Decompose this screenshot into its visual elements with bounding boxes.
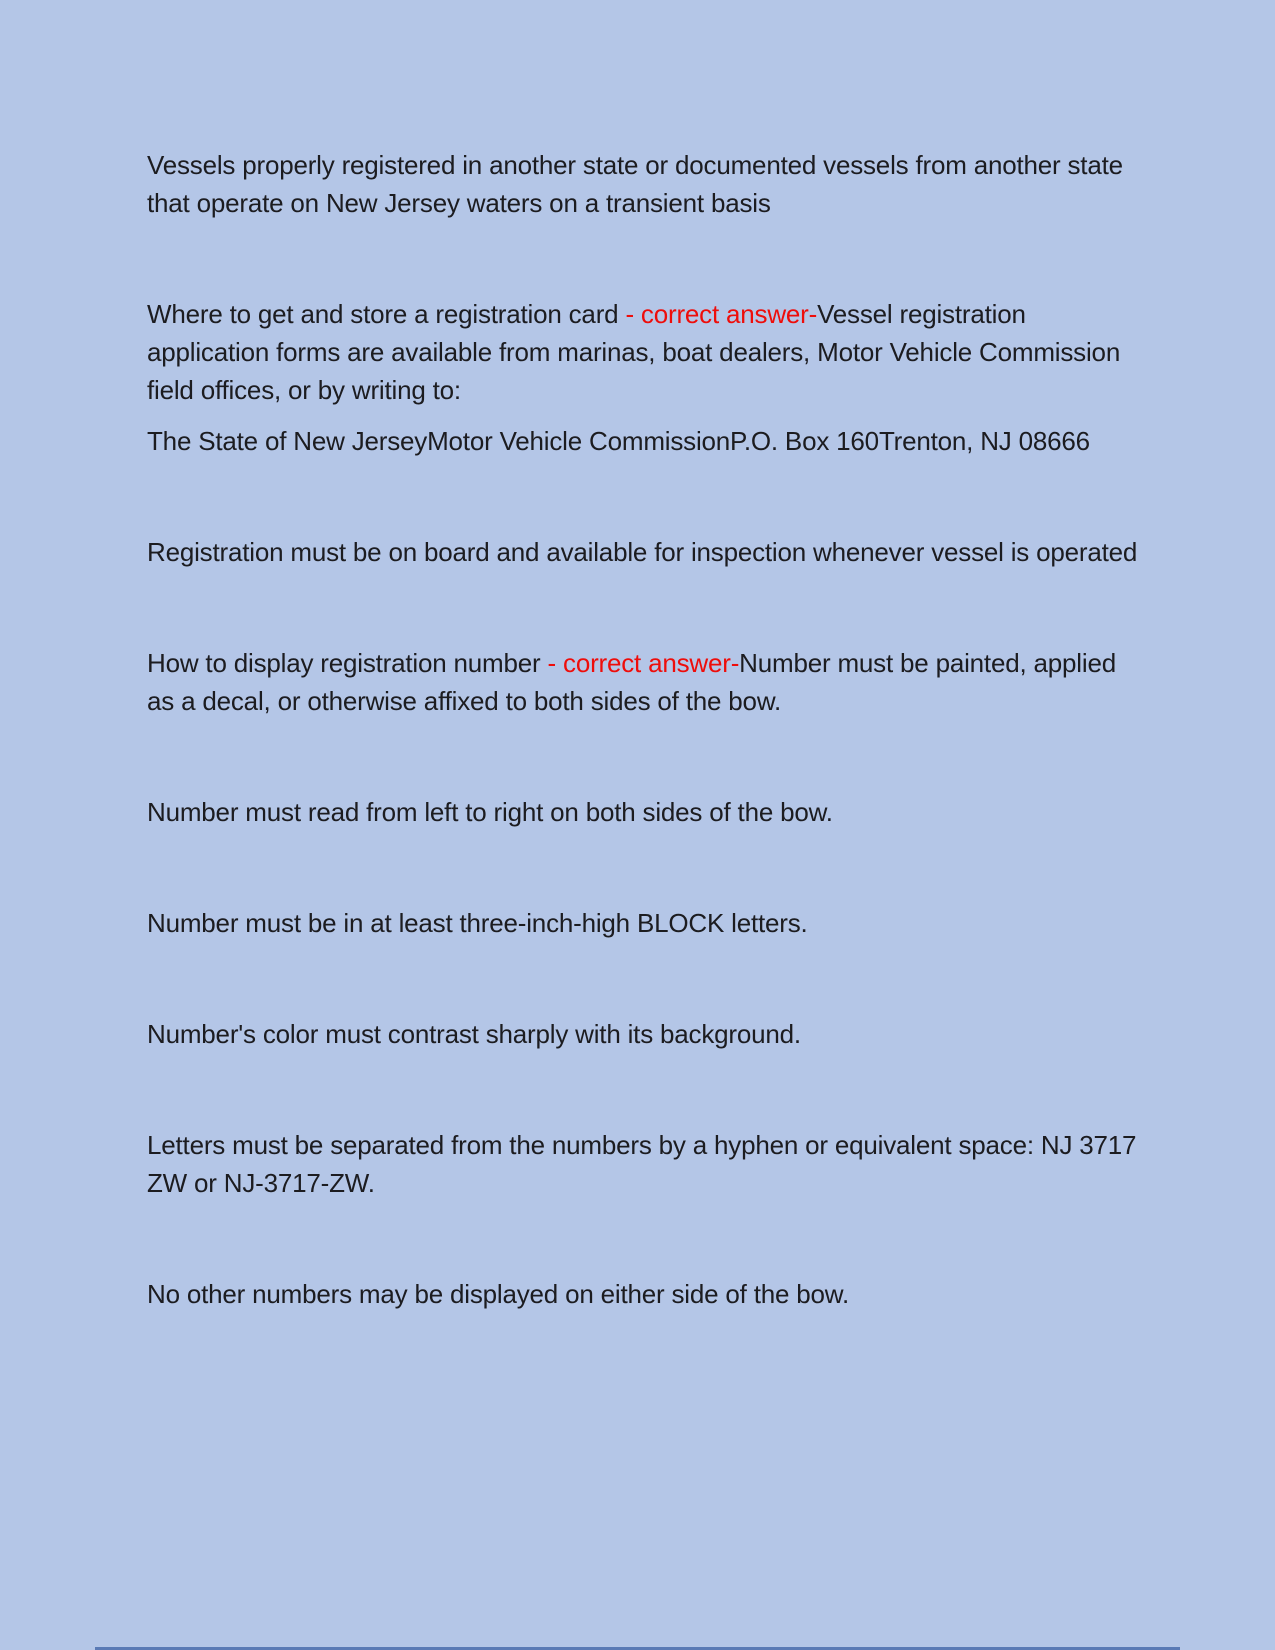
text-segment: Vessels properly registered in another state or documented vessels from another state that operate on New Jersey waters on a transient basis [147, 150, 1123, 218]
paragraph [147, 533, 1147, 571]
paragraph [147, 1015, 1147, 1053]
paragraph [147, 146, 1147, 222]
text-segment: Registration must be on board and available for inspection whenever vessel is operated [147, 537, 1138, 567]
text-segment: How to display registration number [147, 648, 548, 678]
paragraph [147, 1126, 1147, 1202]
paragraph [147, 295, 1147, 409]
text-segment: Letters must be separated from the numbers by a hyphen or equivalent space: NJ 3717 ZW or NJ-3717-ZW. [147, 1130, 1137, 1198]
correct-answer-marker: - correct answer- [547, 648, 740, 678]
paragraph [147, 904, 1147, 942]
document-body [147, 146, 1147, 1386]
paragraph [147, 1275, 1147, 1313]
paragraph [147, 422, 1147, 460]
text-segment: Number must read from left to right on both sides of the bow. [147, 797, 833, 827]
text-segment: Number must be painted, applied as a decal, or otherwise affixed to both sides of the bow. [147, 648, 1116, 716]
paragraph [147, 793, 1147, 831]
text-segment: No other numbers may be displayed on either side of the bow. [147, 1279, 849, 1309]
paragraph [147, 644, 1147, 720]
text-segment: Number must be in at least three-inch-high BLOCK letters. [147, 908, 808, 938]
text-segment: The State of New JerseyMotor Vehicle CommissionP.O. Box 160Trenton, NJ 08666 [147, 426, 1090, 456]
text-segment: Number's color must contrast sharply with its background. [147, 1019, 801, 1049]
text-segment: Vessel registration application forms are available from marinas, boat dealers, Motor Vehicle Commission field offices, or by writing to: [147, 299, 1121, 405]
text-segment: Where to get and store a registration card [147, 299, 626, 329]
correct-answer-marker: - correct answer- [625, 299, 818, 329]
